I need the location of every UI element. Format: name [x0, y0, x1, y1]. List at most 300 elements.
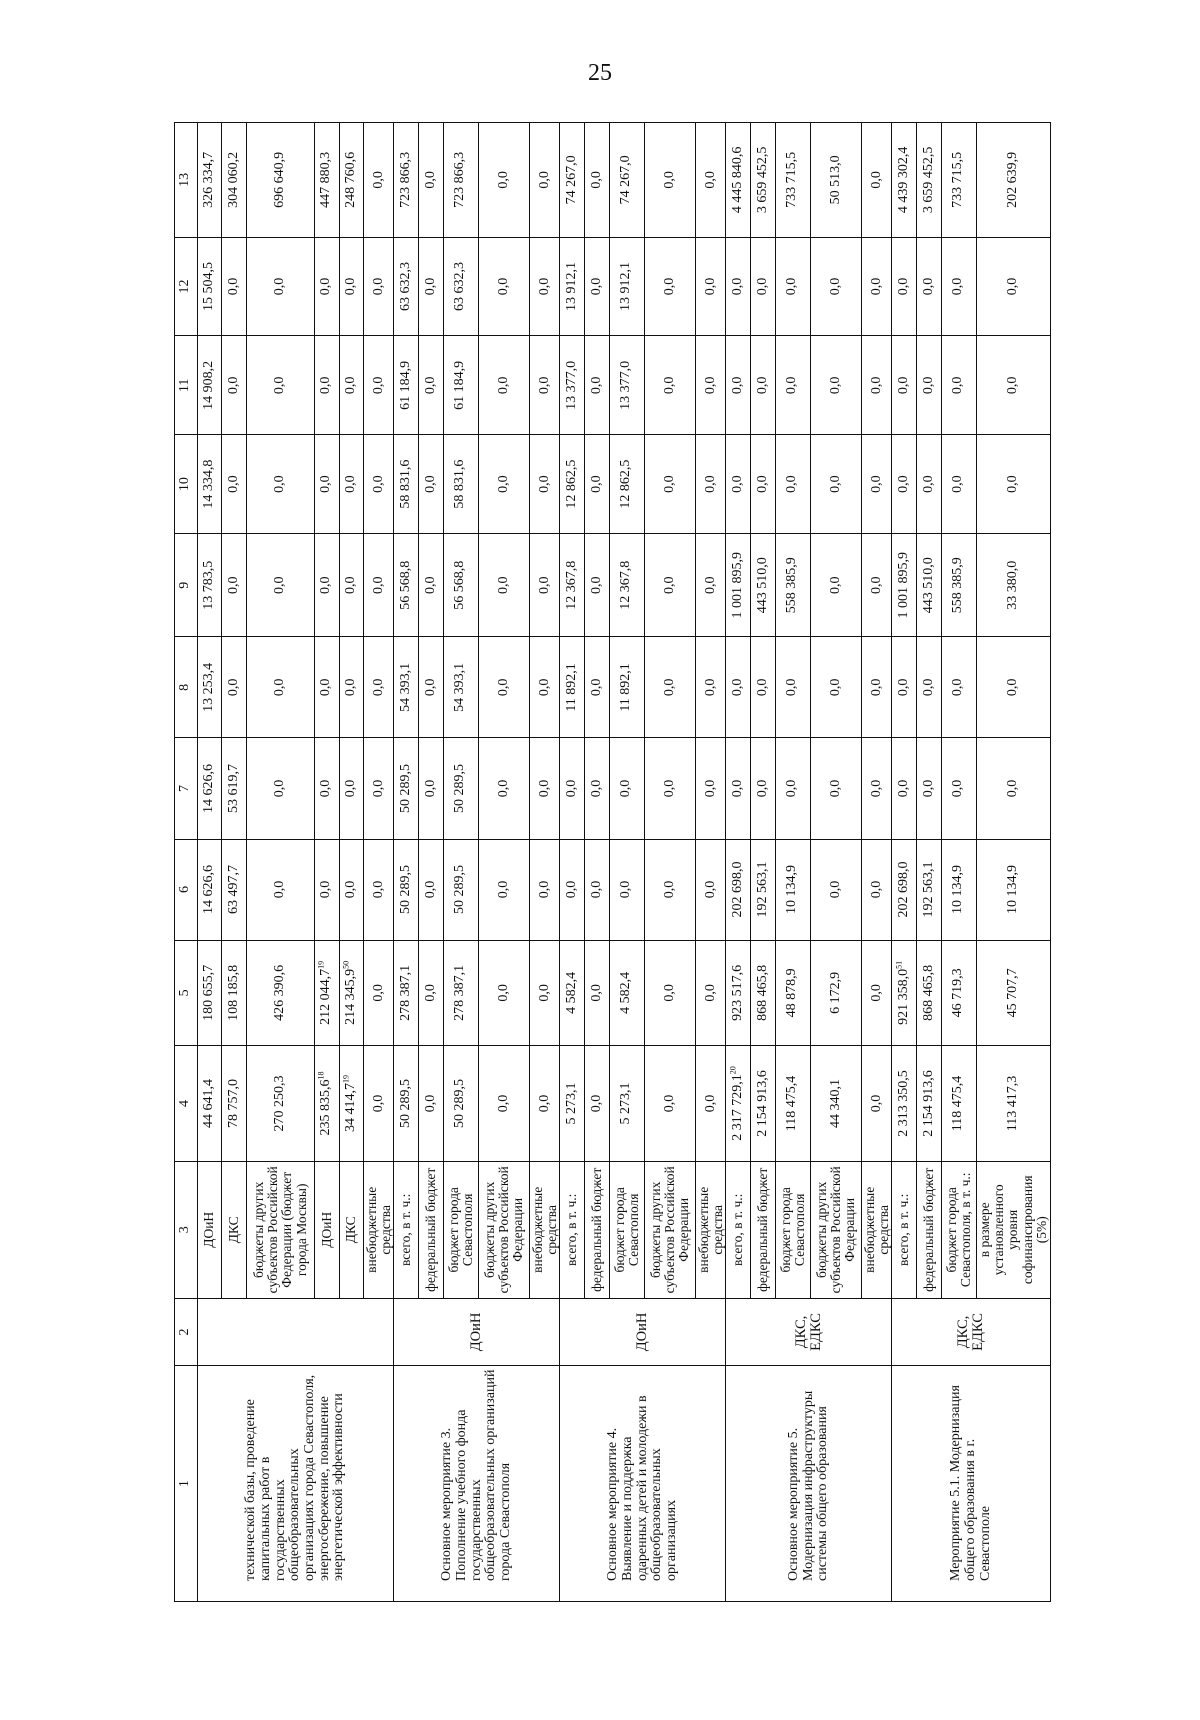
value-text: 0,0: [827, 277, 843, 296]
value-cell: [696, 1046, 726, 1162]
value-text: 0,0: [895, 376, 911, 395]
value-cell: [917, 534, 942, 637]
value-text: 0,0: [661, 171, 677, 189]
value-text: 0,0: [1005, 277, 1021, 296]
executor-cell: ДКС, ЕДКС: [726, 1298, 892, 1365]
value-cell: [726, 123, 751, 238]
value-text: 14 626,6: [201, 763, 217, 813]
value-cell: [247, 336, 315, 435]
value-cell: [751, 534, 776, 637]
value-cell: [478, 738, 529, 839]
value-text: 723 866,3: [452, 151, 468, 208]
value-text: 0,0: [563, 779, 579, 798]
source-cell: ДКС: [222, 1161, 247, 1298]
source-cell: бюджет города Севастополя: [609, 1161, 644, 1298]
value-text: 214 345,9: [343, 968, 359, 1025]
page-number: 25: [588, 60, 612, 86]
value-text: 0,0: [370, 475, 386, 493]
value-cell: [443, 336, 478, 435]
value-text: 0,0: [702, 678, 718, 697]
value-cell: [585, 738, 610, 839]
value-text: 0,0: [702, 880, 718, 899]
value-cell: [917, 237, 942, 336]
value-text: 0,0: [895, 277, 911, 296]
value-text: 0,0: [588, 475, 604, 493]
value-cell: [222, 435, 247, 534]
value-cell: [609, 940, 644, 1046]
value-text: 0,0: [318, 277, 334, 296]
value-cell: [339, 1046, 364, 1162]
value-cell: [314, 237, 339, 336]
source-cell: бюджеты других субъектов Российской Федерации: [478, 1161, 529, 1298]
value-text: 2 317 729,1: [729, 1074, 745, 1141]
value-cell: [314, 940, 339, 1046]
value-cell: [197, 1046, 222, 1162]
value-cell: [530, 336, 560, 435]
value-cell: [560, 940, 585, 1046]
value-cell: [862, 1046, 892, 1162]
source-cell: всего, в т. ч.:: [726, 1161, 751, 1298]
value-text: 10 134,9: [784, 865, 800, 915]
value-text: 3 659 452,5: [754, 146, 770, 214]
value-text: 923 517,6: [729, 964, 745, 1021]
value-text: 0,0: [495, 277, 511, 296]
value-cell: [726, 237, 751, 336]
value-cell: [751, 237, 776, 336]
value-text: 118 475,4: [950, 1075, 966, 1132]
value-text: 270 250,3: [272, 1075, 288, 1132]
table-row: [394, 123, 419, 1602]
value-text: 4 445 840,6: [729, 146, 745, 214]
value-text: 46 719,3: [950, 968, 966, 1018]
value-text: 5 273,1: [618, 1082, 634, 1125]
value-text: 0,0: [868, 984, 884, 1002]
value-text: 56 568,8: [452, 560, 468, 610]
header-cell: 8: [175, 637, 198, 738]
value-cell: [726, 1046, 751, 1162]
value-text: 0,0: [536, 1094, 552, 1113]
value-text: 0,0: [495, 576, 511, 594]
value-text: 0,0: [536, 171, 552, 189]
header-cell: 7: [175, 738, 198, 839]
value-cell: [810, 637, 861, 738]
source-cell: бюджеты других субъектов Российской Федерации: [810, 1161, 861, 1298]
value-cell: [726, 534, 751, 637]
value-cell: [478, 123, 529, 238]
value-cell: [917, 839, 942, 940]
value-cell: [609, 637, 644, 738]
activity-cell: Мероприятие 5.1. Модернизация общего образования в г. Севастополе: [892, 1366, 1051, 1602]
value-text: 0,0: [702, 171, 718, 189]
value-cell: [862, 123, 892, 238]
value-text: 248 760,6: [343, 151, 359, 208]
value-cell: [443, 237, 478, 336]
value-text: 0,0: [272, 376, 288, 395]
value-cell: [862, 738, 892, 839]
value-text: 0,0: [588, 1094, 604, 1113]
value-cell: [364, 839, 394, 940]
table-row: [197, 123, 222, 1602]
value-text: 696 640,9: [272, 151, 288, 208]
value-text: 0,0: [588, 171, 604, 189]
value-text: 0,0: [318, 880, 334, 899]
value-text: 50 513,0: [827, 155, 843, 205]
value-text: 0,0: [318, 678, 334, 697]
value-cell: [862, 336, 892, 435]
value-text: 0,0: [225, 576, 241, 594]
value-cell: [339, 336, 364, 435]
table-row: [560, 123, 585, 1602]
value-text: 0,0: [729, 277, 745, 296]
source-cell: ДОиН: [314, 1161, 339, 1298]
value-cell: [892, 435, 917, 534]
value-cell: [478, 940, 529, 1046]
value-text: 0,0: [536, 475, 552, 493]
value-text: 0,0: [343, 576, 359, 594]
header-cell: 9: [175, 534, 198, 637]
value-cell: [247, 738, 315, 839]
value-text: 0,0: [920, 277, 936, 296]
value-text: 0,0: [729, 376, 745, 395]
value-text: 13 253,4: [201, 662, 217, 712]
value-cell: [364, 1046, 394, 1162]
value-cell: [443, 435, 478, 534]
value-cell: [222, 1046, 247, 1162]
value-cell: [917, 435, 942, 534]
value-cell: [314, 1046, 339, 1162]
value-text: 0,0: [702, 779, 718, 798]
value-text: 0,0: [422, 376, 438, 395]
value-text: 0,0: [536, 678, 552, 697]
value-text: 0,0: [661, 678, 677, 697]
value-text: 0,0: [588, 277, 604, 296]
value-text: 0,0: [272, 576, 288, 594]
value-cell: [775, 336, 810, 435]
value-text: 74 267,0: [618, 155, 634, 205]
value-cell: [394, 336, 419, 435]
value-cell: [222, 336, 247, 435]
value-text: 0,0: [868, 277, 884, 296]
value-text: 12 367,8: [618, 560, 634, 610]
value-cell: [530, 940, 560, 1046]
source-cell: всего, в т. ч.:: [560, 1161, 585, 1298]
header-cell: 5: [175, 940, 198, 1046]
header-cell: 3: [175, 1161, 198, 1298]
value-text: 0,0: [661, 277, 677, 296]
value-cell: [892, 237, 917, 336]
value-cell: [696, 637, 726, 738]
value-text: 0,0: [702, 475, 718, 493]
source-cell: федеральный бюджет: [585, 1161, 610, 1298]
value-cell: [247, 435, 315, 534]
value-text: 0,0: [784, 779, 800, 798]
value-cell: [941, 738, 976, 839]
value-cell: [247, 839, 315, 940]
value-text: 0,0: [225, 277, 241, 296]
value-text: 0,0: [343, 277, 359, 296]
value-cell: [976, 738, 1050, 839]
value-cell: [696, 839, 726, 940]
value-text: 50 289,5: [397, 1078, 413, 1128]
value-cell: [696, 738, 726, 839]
value-text: 1 001 895,9: [729, 551, 745, 619]
value-cell: [917, 336, 942, 435]
value-cell: [751, 839, 776, 940]
value-text: 2 154 913,6: [920, 1070, 936, 1137]
value-text: 63 632,3: [452, 262, 468, 312]
value-text: 6 172,9: [827, 971, 843, 1014]
value-text: 0,0: [827, 779, 843, 798]
value-text: 0,0: [895, 475, 911, 493]
value-cell: [976, 435, 1050, 534]
value-text: 921 358,0: [895, 968, 911, 1025]
value-text: 14 626,6: [201, 865, 217, 915]
header-cell: 4: [175, 1046, 198, 1162]
source-cell: федеральный бюджет: [917, 1161, 942, 1298]
value-text: 54 393,1: [397, 662, 413, 712]
value-cell: [364, 637, 394, 738]
value-cell: [478, 435, 529, 534]
value-text: 1 001 895,9: [895, 551, 911, 619]
value-text: 868 465,8: [920, 964, 936, 1021]
value-cell: [339, 123, 364, 238]
value-cell: [862, 435, 892, 534]
value-text: 74 267,0: [563, 155, 579, 205]
value-text: 48 878,9: [784, 968, 800, 1018]
value-cell: [751, 637, 776, 738]
value-text: 426 390,6: [272, 964, 288, 1021]
value-cell: [419, 1046, 444, 1162]
value-text: 0,0: [370, 880, 386, 899]
source-cell: ДКС: [339, 1161, 364, 1298]
value-text: 0,0: [827, 880, 843, 899]
value-cell: [560, 123, 585, 238]
table-row: [892, 123, 917, 1602]
source-cell: всего, в т. ч.:: [394, 1161, 419, 1298]
value-cell: [530, 123, 560, 238]
value-text: 0,0: [661, 984, 677, 1002]
source-cell: в размере установленного уровня софинансирования (5%): [976, 1161, 1050, 1298]
value-cell: [726, 738, 751, 839]
value-text: 0,0: [895, 678, 911, 697]
value-text: 0,0: [950, 277, 966, 296]
value-text: 0,0: [495, 376, 511, 395]
value-text: 0,0: [702, 984, 718, 1002]
value-cell: [222, 940, 247, 1046]
value-cell: [585, 237, 610, 336]
value-text: 0,0: [754, 376, 770, 395]
value-cell: [696, 123, 726, 238]
source-cell: внебюджетные средства: [364, 1161, 394, 1298]
value-text: 0,0: [827, 678, 843, 697]
value-cell: [609, 336, 644, 435]
value-cell: [862, 534, 892, 637]
value-cell: [751, 1046, 776, 1162]
footnote-mark: 20: [728, 1066, 738, 1075]
value-text: 4 582,4: [618, 971, 634, 1014]
value-text: 0,0: [225, 678, 241, 697]
value-cell: [751, 435, 776, 534]
value-cell: [443, 1046, 478, 1162]
value-cell: [443, 940, 478, 1046]
source-cell: бюджеты других субъектов Российской Федерации: [644, 1161, 695, 1298]
value-cell: [560, 637, 585, 738]
value-cell: [585, 435, 610, 534]
value-cell: [810, 839, 861, 940]
value-cell: [810, 534, 861, 637]
value-text: 0,0: [563, 880, 579, 899]
value-text: 118 475,4: [784, 1075, 800, 1132]
value-cell: [222, 738, 247, 839]
value-cell: [585, 336, 610, 435]
value-cell: [364, 336, 394, 435]
value-cell: [941, 336, 976, 435]
value-cell: [530, 435, 560, 534]
value-cell: [810, 123, 861, 238]
value-text: 50 289,5: [452, 763, 468, 813]
value-text: 733 715,5: [950, 151, 966, 208]
value-text: 558 385,9: [784, 557, 800, 614]
value-cell: [478, 1046, 529, 1162]
value-text: 0,0: [370, 171, 386, 189]
value-text: 11 892,1: [618, 663, 634, 712]
value-cell: [585, 637, 610, 738]
value-cell: [751, 940, 776, 1046]
value-cell: [394, 237, 419, 336]
value-text: 723 866,3: [397, 151, 413, 208]
source-cell: бюджет города Севастополя: [775, 1161, 810, 1298]
value-text: 13 912,1: [563, 262, 579, 312]
value-text: 0,0: [318, 376, 334, 395]
value-text: 0,0: [343, 376, 359, 395]
value-cell: [892, 1046, 917, 1162]
value-cell: [751, 123, 776, 238]
value-text: 0,0: [868, 1094, 884, 1113]
value-cell: [810, 738, 861, 839]
value-cell: [892, 738, 917, 839]
value-text: 0,0: [1005, 475, 1021, 493]
value-text: 0,0: [370, 1094, 386, 1113]
value-cell: [644, 336, 695, 435]
budget-table: [174, 122, 1051, 1602]
value-text: 0,0: [588, 779, 604, 798]
value-text: 0,0: [1005, 678, 1021, 697]
value-cell: [696, 940, 726, 1046]
value-cell: [917, 738, 942, 839]
value-cell: [419, 435, 444, 534]
value-cell: [443, 123, 478, 238]
value-cell: [314, 738, 339, 839]
value-cell: [419, 237, 444, 336]
value-cell: [609, 839, 644, 940]
value-cell: [339, 940, 364, 1046]
value-cell: [941, 435, 976, 534]
value-text: 0,0: [702, 1094, 718, 1113]
value-text: 0,0: [495, 984, 511, 1002]
value-text: 443 510,0: [754, 557, 770, 614]
value-text: 14 334,8: [201, 459, 217, 509]
value-cell: [775, 637, 810, 738]
value-text: 0,0: [495, 880, 511, 899]
value-cell: [339, 435, 364, 534]
value-cell: [394, 839, 419, 940]
value-text: 0,0: [536, 880, 552, 899]
activity-cell: Основное мероприятие 3. Пополнение учебного фонда государственных общеобразовательных организаций города Севастополя: [394, 1366, 560, 1602]
value-text: 0,0: [950, 376, 966, 395]
value-text: 0,0: [661, 576, 677, 594]
value-cell: [696, 336, 726, 435]
value-cell: [394, 123, 419, 238]
value-cell: [364, 123, 394, 238]
value-cell: [197, 336, 222, 435]
value-cell: [976, 940, 1050, 1046]
value-text: 0,0: [422, 1094, 438, 1113]
value-cell: [976, 839, 1050, 940]
value-text: 13 377,0: [618, 360, 634, 410]
value-cell: [478, 237, 529, 336]
value-cell: [197, 237, 222, 336]
value-cell: [892, 940, 917, 1046]
value-cell: [364, 435, 394, 534]
source-cell: ДОиН: [197, 1161, 222, 1298]
value-cell: [775, 534, 810, 637]
value-cell: [197, 839, 222, 940]
value-text: 0,0: [754, 277, 770, 296]
value-cell: [775, 839, 810, 940]
value-cell: [726, 336, 751, 435]
value-text: 0,0: [272, 277, 288, 296]
value-cell: [775, 940, 810, 1046]
value-text: 0,0: [868, 576, 884, 594]
value-cell: [419, 637, 444, 738]
value-text: 0,0: [536, 779, 552, 798]
value-text: 0,0: [588, 376, 604, 395]
value-text: 0,0: [370, 376, 386, 395]
value-text: 443 510,0: [920, 557, 936, 614]
value-cell: [644, 940, 695, 1046]
value-cell: [862, 839, 892, 940]
value-text: 180 655,7: [201, 964, 217, 1021]
value-cell: [394, 1046, 419, 1162]
value-cell: [364, 738, 394, 839]
value-text: 0,0: [422, 678, 438, 697]
value-cell: [419, 534, 444, 637]
value-text: 13 377,0: [563, 360, 579, 410]
value-text: 212 044,7: [318, 968, 334, 1025]
value-cell: [810, 1046, 861, 1162]
activity-cell: Основное мероприятие 5. Модернизация инфраструктуры системы общего образования: [726, 1366, 892, 1602]
value-cell: [314, 839, 339, 940]
value-cell: [810, 940, 861, 1046]
footnote-mark: 19: [316, 960, 326, 969]
value-text: 5 273,1: [563, 1082, 579, 1125]
value-text: 0,0: [661, 1094, 677, 1113]
value-cell: [941, 123, 976, 238]
value-text: 34 414,7: [343, 1082, 359, 1132]
value-cell: [585, 123, 610, 238]
value-cell: [609, 237, 644, 336]
value-text: 78 757,0: [225, 1078, 241, 1128]
value-cell: [609, 1046, 644, 1162]
value-cell: [443, 637, 478, 738]
value-cell: [976, 1046, 1050, 1162]
value-text: 0,0: [702, 576, 718, 594]
value-text: 58 831,6: [397, 459, 413, 509]
value-cell: [478, 534, 529, 637]
value-text: 50 289,5: [452, 865, 468, 915]
value-text: 44 340,1: [827, 1078, 843, 1128]
value-cell: [644, 237, 695, 336]
